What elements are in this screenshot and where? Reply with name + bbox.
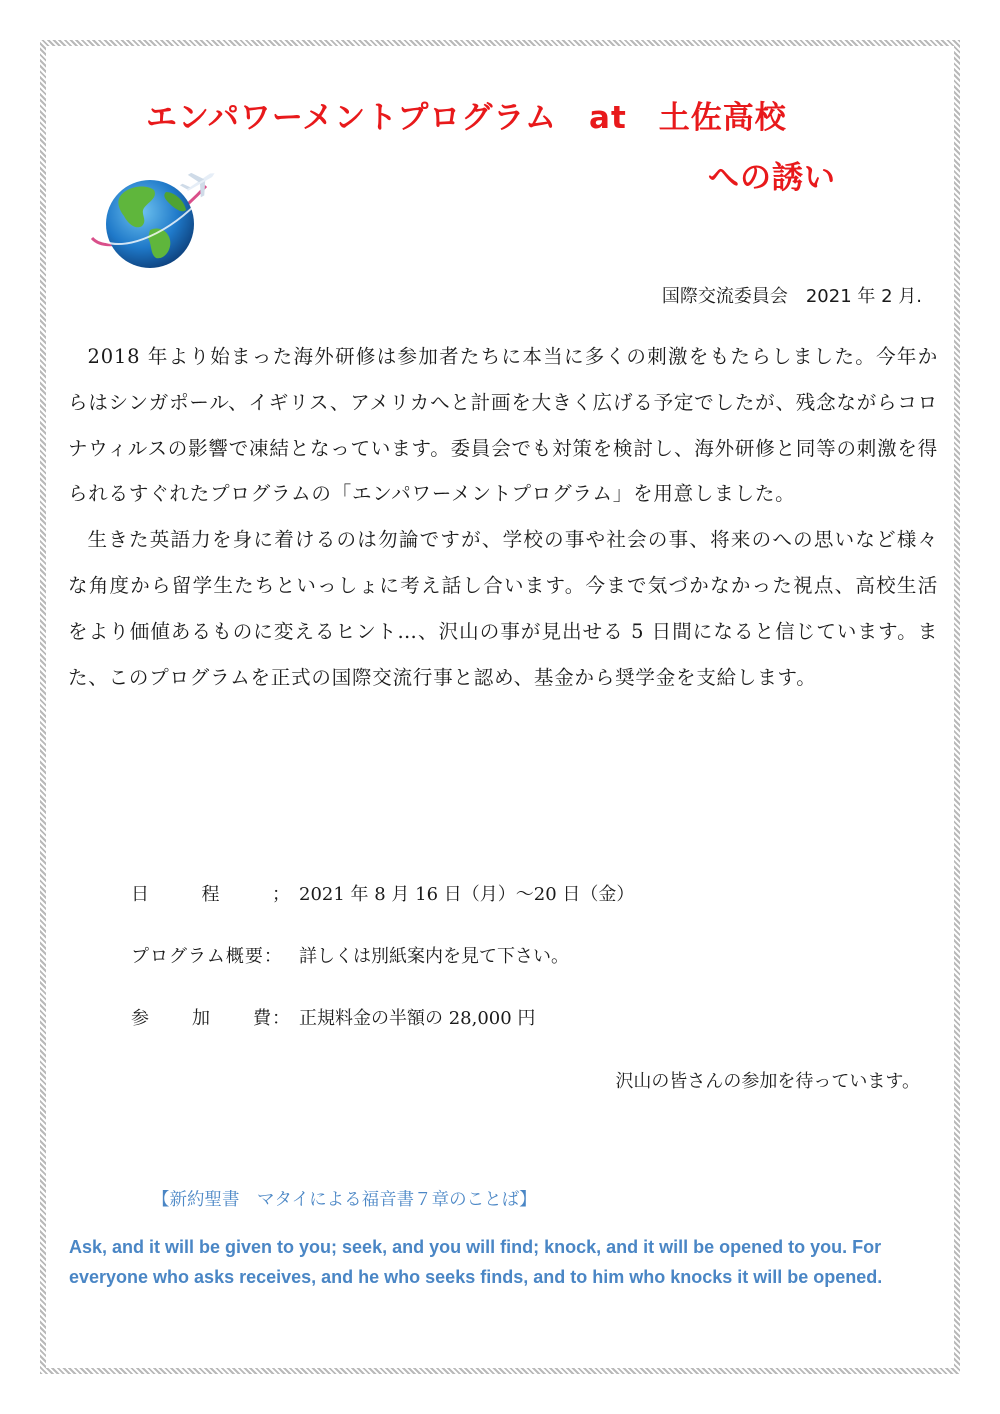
- title-line-2: への誘い: [708, 160, 836, 196]
- verse-title: 【新約聖書 マタイによる福音書７章のことば】: [152, 1190, 537, 1210]
- program-details: [131, 880, 634, 1066]
- overview-row: [131, 942, 634, 1004]
- committee-date: 国際交流委員会 2021 年 2 月.: [661, 286, 922, 307]
- verse-text: Ask, and it will be given to you; seek, and you will find; knock, and it will be opened to you. For everyone who asks receives, and he who seeks finds, and to him who knocks it will be opened.: [69, 1237, 883, 1287]
- fee-row: [131, 1004, 634, 1066]
- paragraph-1: 2018 年より始まった海外研修は参加者たちに本当に多くの刺激をもたらしました。今年からはシンガポール、イギリス、アメリカへと計画を大きく広げる予定でしたが、残念ながらコロナウィルスの影響で凍結となっています。委員会でも対策を検討し、海外研修と同等の刺激を得られるすぐれたプログラムの「エンパワーメントプログラム」を用意しました。: [68, 345, 938, 506]
- closing-message: 沢山の皆さんの参加を待っています。: [615, 1071, 920, 1092]
- schedule-label: 日 程 ；: [131, 884, 291, 905]
- fee-label: 参 加 費：: [131, 1008, 291, 1029]
- fee-value: 正規料金の半額の 28,000 円: [299, 1008, 536, 1029]
- schedule-value: 2021 年 8 月 16 日（月）～20 日（金）: [299, 884, 635, 905]
- globe-airplane-icon: [88, 168, 220, 272]
- overview-value: 詳しくは別紙案内を見て下さい。: [299, 946, 569, 967]
- paragraph-2: 生きた英語力を身に着けるのは勿論ですが、学校の事や社会の事、将来のへの思いなど様々な角度から留学生たちといっしょに考え話し合います。今まで気づかなかった視点、高校生活をより価値あるものに変えるヒント…、沢山の事が見出せる 5 日間になると信じています。また、このプログラムを正式の国際交流行事と認め、基金から奨学金を支給します。: [68, 528, 938, 689]
- overview-label: プログラム概要：: [131, 946, 283, 967]
- body-text: [68, 334, 938, 701]
- schedule-row: [131, 880, 634, 942]
- title-line-1: エンパワーメントプログラム at 土佐高校: [146, 100, 787, 136]
